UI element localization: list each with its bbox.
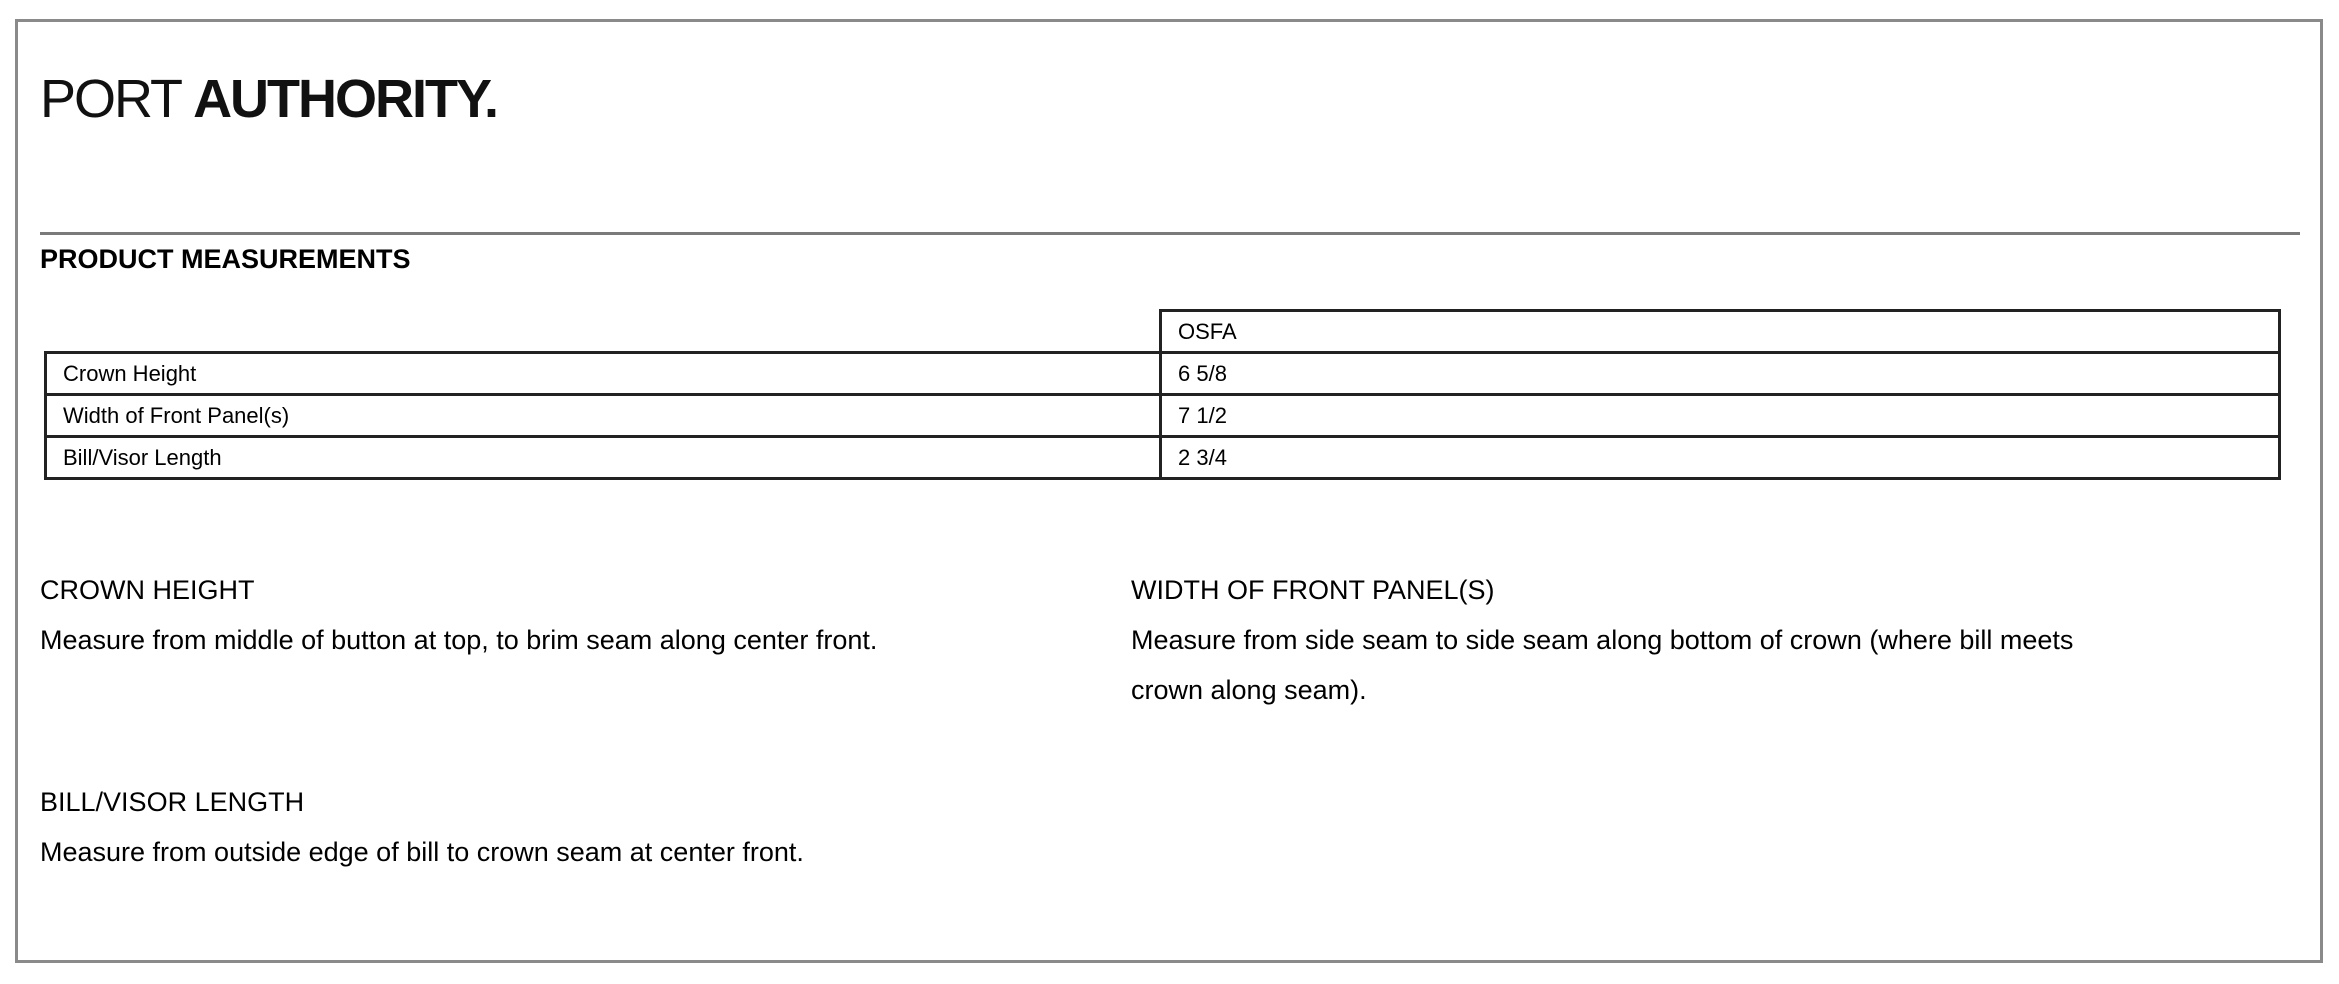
table-header-row xyxy=(46,311,2280,353)
description-heading: WIDTH OF FRONT PANEL(S) xyxy=(1131,575,1495,605)
table-row xyxy=(46,395,2280,437)
row-label: Crown Height xyxy=(46,353,1161,395)
table-header-empty xyxy=(46,311,1161,353)
description-text: Measure from middle of button at top, to brim seam along center front. xyxy=(40,625,878,655)
logo-text-port: PORT xyxy=(40,69,194,129)
description-text: Measure from side seam to side seam along bottom of crown (where bill meets crown along seam). xyxy=(1131,625,2074,705)
row-value: 2 3/4 xyxy=(1161,437,2280,479)
front-panel-description xyxy=(1131,565,2111,715)
row-label: Width of Front Panel(s) xyxy=(46,395,1161,437)
row-value: 7 1/2 xyxy=(1161,395,2280,437)
bill-visor-description xyxy=(40,777,1090,877)
row-label: Bill/Visor Length xyxy=(46,437,1161,479)
crown-height-description xyxy=(40,565,1090,665)
description-heading: BILL/VISOR LENGTH xyxy=(40,787,305,817)
description-heading: CROWN HEIGHT xyxy=(40,575,255,605)
section-title: PRODUCT MEASUREMENTS xyxy=(40,244,411,274)
port-authority-logo xyxy=(40,68,497,130)
table-header-size: OSFA xyxy=(1161,311,2280,353)
table-row xyxy=(46,353,2280,395)
table-row xyxy=(46,437,2280,479)
header-divider xyxy=(40,232,2300,235)
row-value: 6 5/8 xyxy=(1161,353,2280,395)
measurements-table xyxy=(44,309,2281,480)
logo-text-authority: AUTHORITY. xyxy=(193,69,498,129)
description-text: Measure from outside edge of bill to crown seam at center front. xyxy=(40,837,804,867)
